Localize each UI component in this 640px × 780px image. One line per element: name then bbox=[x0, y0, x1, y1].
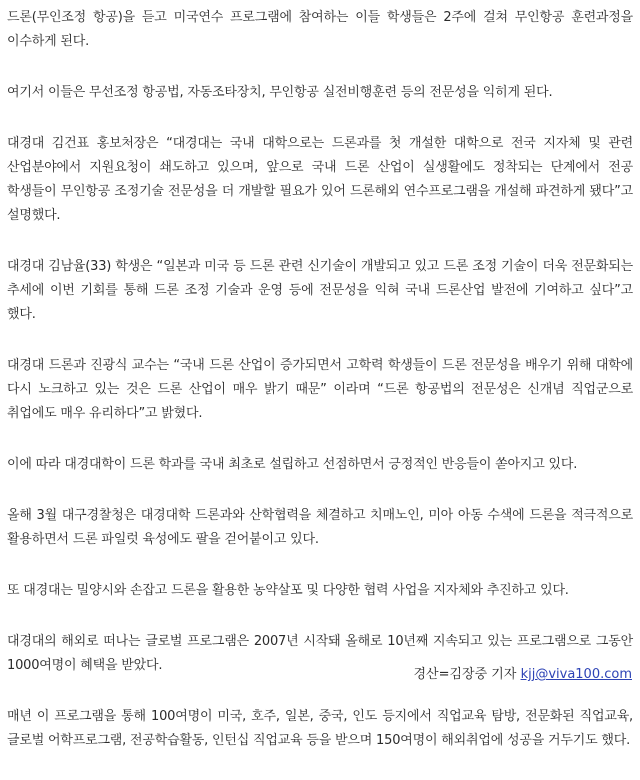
article-paragraph: 여기서 이들은 무선조정 항공법, 자동조타장치, 무인항공 실전비행훈련 등의 전문성을 익히게 된다. bbox=[7, 85, 553, 100]
article-paragraph: 드론(무인조정 항공)을 듣고 미국연수 프로그램에 참여하는 이들 학생들은 2주에 걸쳐 무인항공 훈련과정을 이수하게 된다. bbox=[7, 10, 633, 49]
article-paragraph: 매년 이 프로그램을 통해 100여명이 미국, 호주, 일본, 중국, 인도 등지에서 직업교육 탐방, 전문화된 직업교육, 글로벌 어학프로그램, 전공학습활동, 인턴십 직업교육 등을 받으며 150여명이 해외취업에 성공을 거두기도 했다. bbox=[7, 709, 633, 748]
article-paragraph: 대경대 김남율(33) 학생은 “일본과 미국 등 드론 관련 신기술이 개발되고 있고 드론 조정 기술이 더욱 전문화되는 추세에 이번 기회를 통해 드론 조정 기술과 운영 등에 전문성을 익혀 국내 드론산업 발전에 기여하고 싶다”고 했다. bbox=[7, 259, 633, 322]
reporter-email-link[interactable]: kjj@viva100.com bbox=[520, 667, 632, 682]
article-paragraph: 대경대의 해외로 떠나는 글로벌 프로그램은 2007년 시작돼 올해로 10년째 지속되고 있는 프로그램으로 그동안 1000여명이 혜택을 받았다. bbox=[7, 634, 633, 673]
article-paragraph: 이에 따라 대경대학이 드론 학과를 국내 최초로 설립하고 선점하면서 긍정적인 반응들이 쏟아지고 있다. bbox=[7, 457, 578, 472]
article-paragraph: 대경대 드론과 진광식 교수는 “국내 드론 산업이 증가되면서 고학력 학생들이 드론 전문성을 배우기 위해 대학에 다시 노크하고 있는 것은 드론 산업이 매우 밝기 때문” 이라며 “드론 항공법의 전문성은 신개념 직업군으로 취업에도 매우 유리하다”고 밝혔다. bbox=[7, 358, 633, 421]
article-paragraph: 대경대 김건표 홍보처장은 “대경대는 국내 대학으로는 드론과를 첫 개설한 대학으로 전국 지자체 및 관련 산업분야에서 지원요청이 쇄도하고 있으며, 앞으로 국내 드론 산업이 실생활에도 정착되는 단계에서 전공 학생들이 무인항공 조정기술 전문성을 더 개발할 필요가 있어 드론해외 연수프로그램을 개설해 파견하게 됐다”고 설명했다. bbox=[7, 136, 633, 223]
article-paragraph: 올해 3월 대구경찰청은 대경대학 드론과와 산학협력을 체결하고 치매노인, 미아 아동 수색에 드론을 적극적으로 활용하면서 드론 파일럿 육성에도 팔을 걷어붙이고 있다. bbox=[7, 508, 633, 547]
article-paragraph: 또 대경대는 밀양시와 손잡고 드론을 활용한 농약살포 및 다양한 협력 사업을 지자체와 추진하고 있다. bbox=[7, 583, 569, 598]
reporter-name: 경산=김장중 기자 bbox=[413, 667, 517, 682]
byline bbox=[413, 664, 632, 686]
